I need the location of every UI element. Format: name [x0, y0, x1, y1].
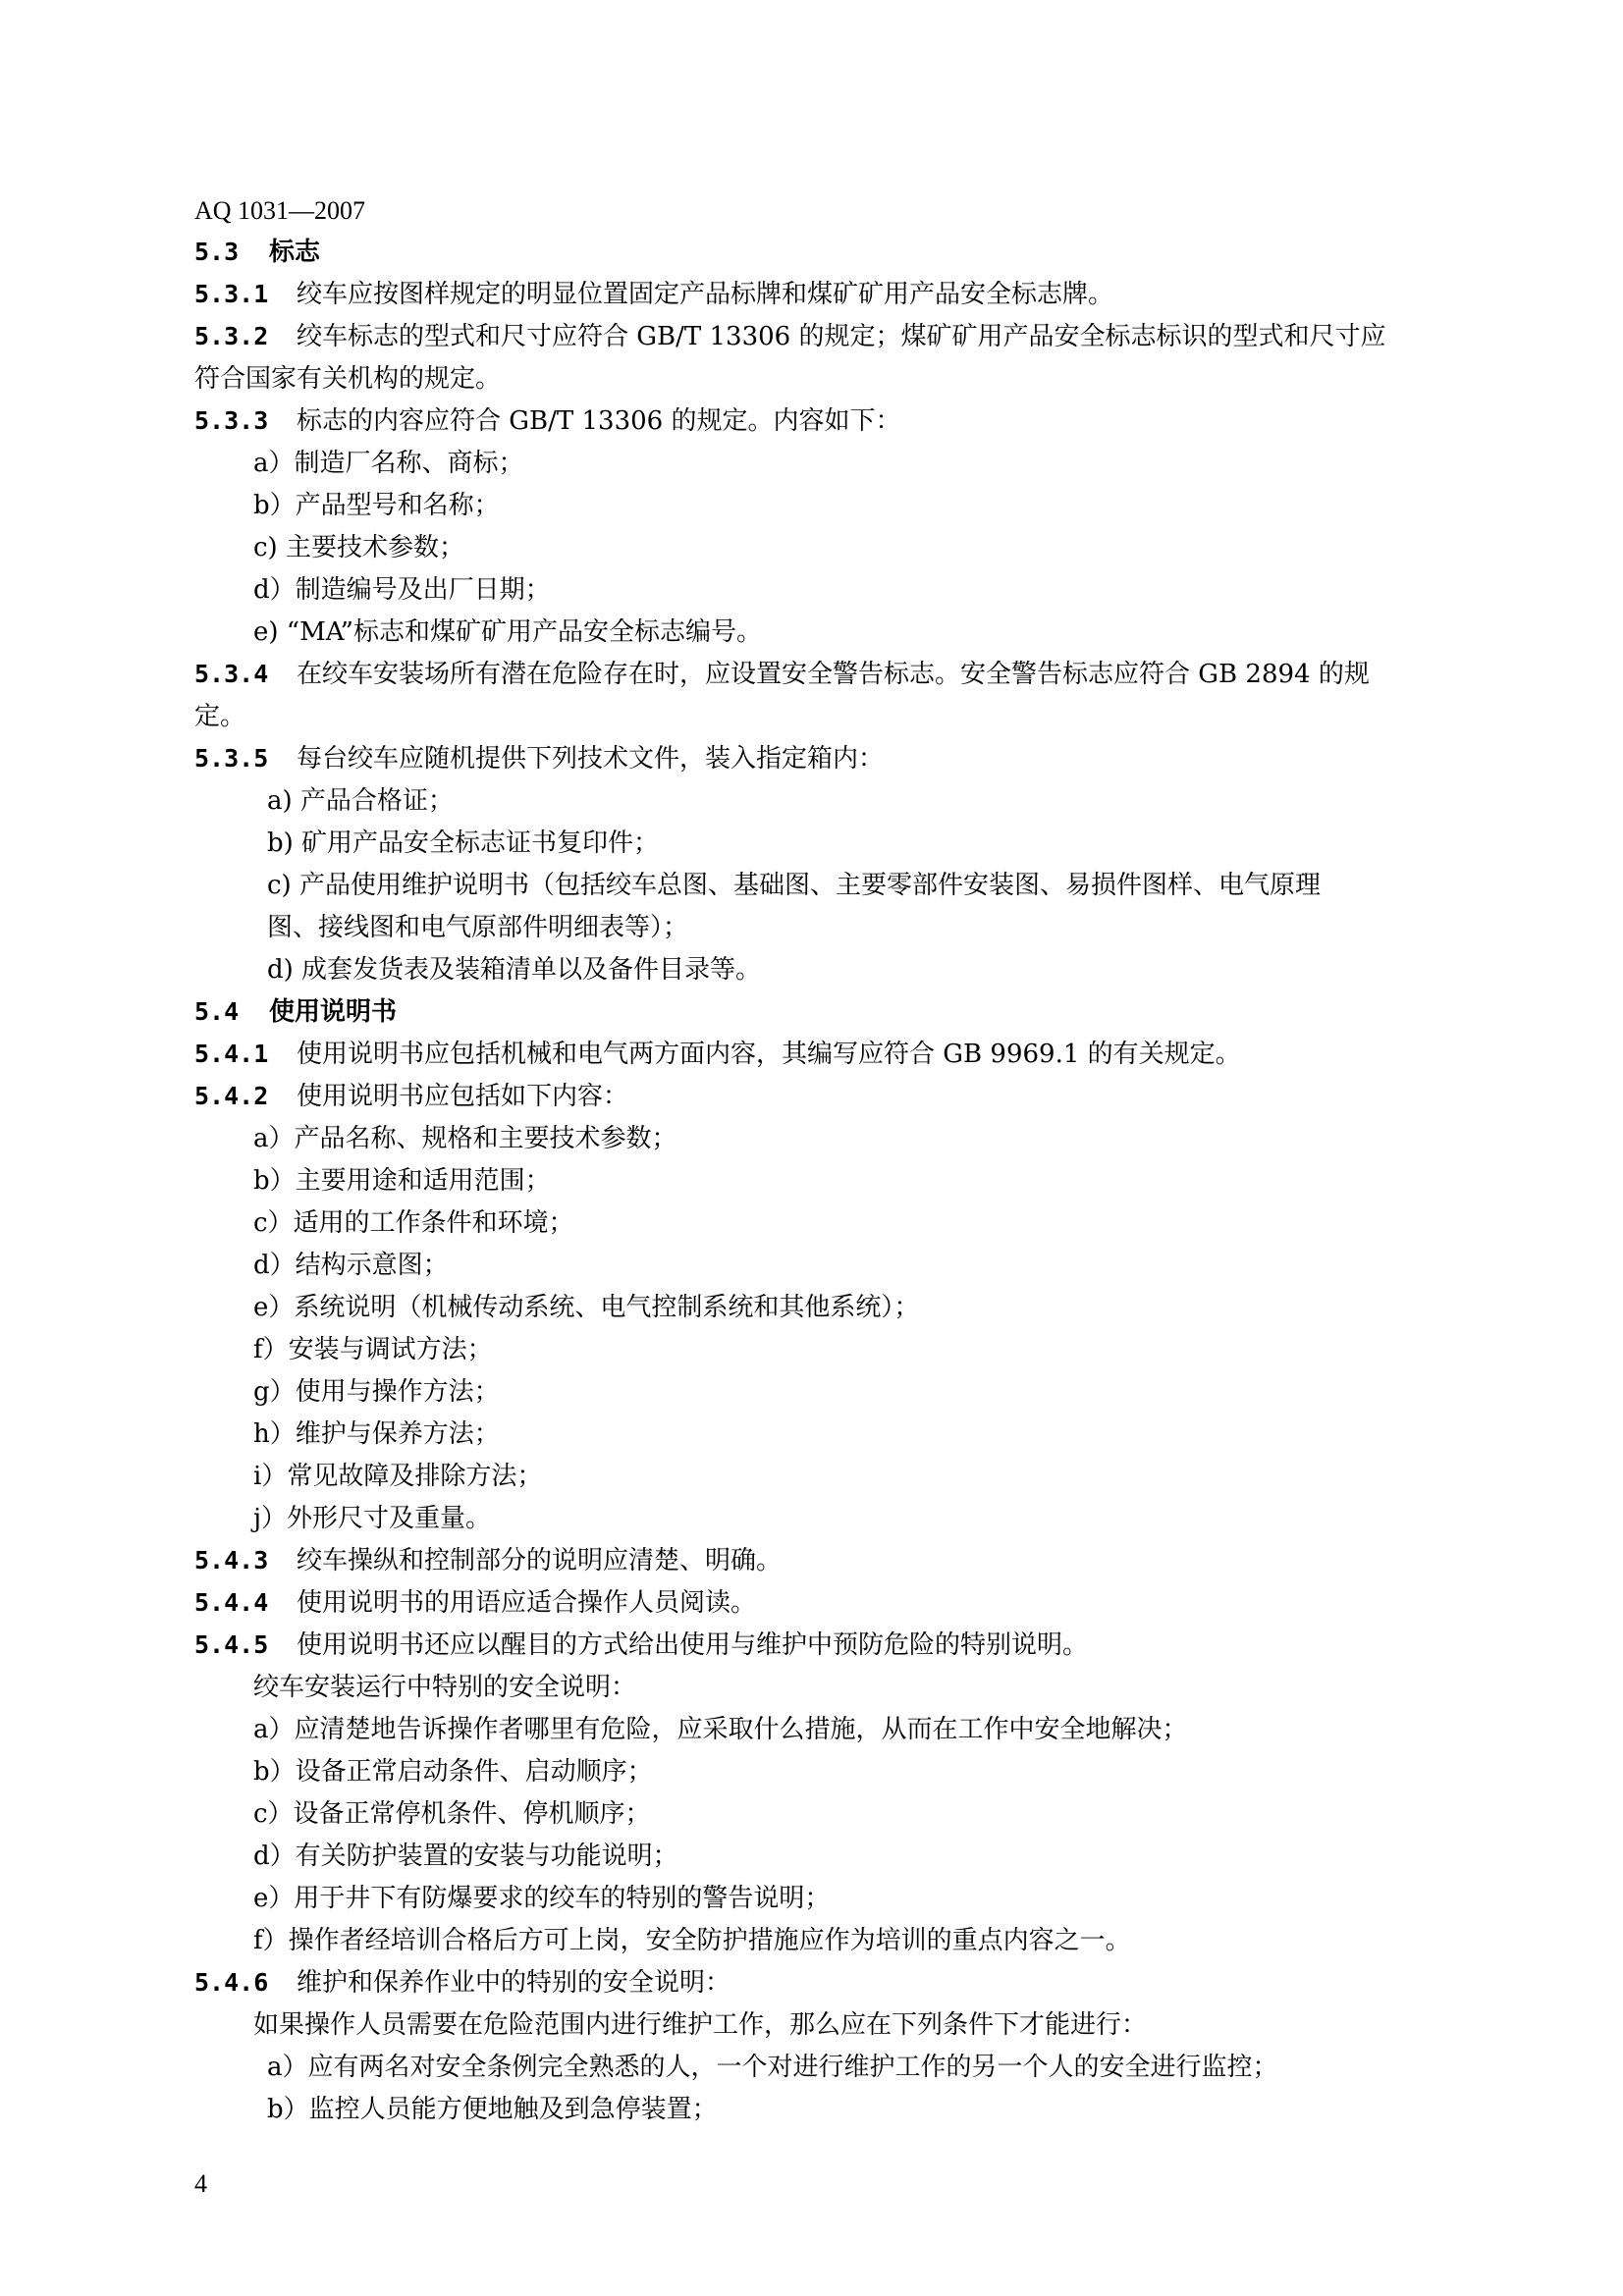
list-item: b）产品型号和名称；: [253, 491, 500, 520]
clause-number: 5.3.2: [194, 322, 269, 350]
list-item: b）监控人员能方便地触及到急停装置；: [267, 2095, 718, 2124]
clause-5-4-6: [194, 1968, 730, 1998]
clause-number: 5.3.5: [194, 744, 269, 773]
list-item: c）设备正常停机条件、停机顺序；: [253, 1799, 651, 1829]
clause-text: 使用说明书应包括机械和电气两方面内容，其编写应符合 GB 9969.1 的有关规定。: [297, 1040, 1241, 1069]
list-item: e）系统说明（机械传动系统、电气控制系统和其他系统）；: [253, 1293, 920, 1322]
list-item: h）维护与保养方法；: [253, 1419, 500, 1449]
clause-number: 5.4.4: [194, 1588, 269, 1617]
list-item: b）主要用途和适用范围；: [253, 1166, 551, 1196]
list-item: a) 产品合格证；: [267, 786, 454, 816]
clause-text: 绞车操纵和控制部分的说明应清楚、明确。: [297, 1546, 783, 1575]
list-item: c）适用的工作条件和环境；: [253, 1208, 574, 1238]
clause-number: 5.4.1: [194, 1040, 269, 1068]
list-item: c) 主要技术参数；: [253, 533, 464, 562]
clause-number: 5.3.3: [194, 406, 269, 435]
clause-number: 5.4.6: [194, 1968, 269, 1997]
list-item: a）制造厂名称、商标；: [253, 449, 524, 478]
list-item: a）应有两名对安全条例完全熟悉的人，一个对进行维护工作的另一个人的安全进行监控；: [267, 2053, 1278, 2082]
list-item: a）应清楚地告诉操作者哪里有危险，应采取什么措施，从而在工作中安全地解决；: [253, 1715, 1188, 1744]
clause-5-4-4: [194, 1588, 756, 1618]
section-heading-5-4: [194, 997, 397, 1027]
clause-text: 绞车应按图样规定的明显位置固定产品标牌和煤矿矿用产品安全标志牌。: [297, 280, 1114, 309]
clause-text: 使用说明书的用语应适合操作人员阅读。: [297, 1588, 757, 1618]
clause-number: 5.4.3: [194, 1546, 269, 1575]
section-number: 5.4: [194, 997, 240, 1026]
clause-intro: 如果操作人员需要在危险范围内进行维护工作，那么应在下列条件下才能进行：: [253, 2010, 1148, 2040]
section-title: 标志: [269, 238, 321, 267]
list-item: d）制造编号及出厂日期；: [253, 575, 551, 605]
clause-number: 5.3.4: [194, 660, 269, 688]
clause-5-3-1: [194, 280, 1113, 309]
section-title: 使用说明书: [269, 997, 398, 1027]
section-number: 5.3: [194, 238, 240, 266]
list-item-continuation: 图、接线图和电气原部件明细表等）；: [267, 913, 689, 942]
list-item: c) 产品使用维护说明书（包括绞车总图、基础图、主要零部件安装图、易损件图样、电气原理: [267, 871, 1321, 900]
list-item: j）外形尺寸及重量。: [253, 1504, 492, 1533]
clause-text: 在绞车安装场所有潜在危险存在时，应设置安全警告标志。安全警告标志应符合 GB 2894 的规: [297, 660, 1370, 689]
clause-text: 使用说明书还应以醒目的方式给出使用与维护中预防危险的特别说明。: [297, 1630, 1089, 1660]
list-item: e）用于井下有防爆要求的绞车的特别的警告说明；: [253, 1884, 831, 1913]
list-item: f）操作者经培训合格后方可上岗，安全防护措施应作为培训的重点内容之一。: [253, 1926, 1131, 1955]
clause-5-4-5: [194, 1630, 1088, 1660]
clause-text: 标志的内容应符合 GB/T 13306 的规定。内容如下：: [297, 406, 901, 436]
clause-continuation: 定。: [194, 702, 246, 731]
list-item: d）结构示意图；: [253, 1251, 449, 1280]
clause-number: 5.4.2: [194, 1082, 269, 1110]
standard-code: AQ 1031—2007: [194, 196, 366, 225]
clause-5-4-3: [194, 1546, 782, 1575]
clause-5-4-1: [194, 1040, 1241, 1069]
clause-5-4-2: [194, 1082, 628, 1111]
clause-intro: 绞车安装运行中特别的安全说明：: [253, 1673, 637, 1702]
clause-continuation: 符合国家有关机构的规定。: [194, 364, 502, 394]
list-item: a）产品名称、规格和主要技术参数；: [253, 1124, 677, 1153]
clause-number: 5.4.5: [194, 1630, 269, 1659]
section-heading-5-3: [194, 238, 320, 267]
clause-5-3-2: [194, 322, 1385, 351]
list-item: i）常见故障及排除方法；: [253, 1462, 543, 1491]
list-item: e) “MA”标志和煤矿矿用产品安全标志编号。: [253, 617, 762, 647]
clause-number: 5.3.1: [194, 280, 269, 308]
list-item: f）安装与调试方法；: [253, 1335, 493, 1364]
list-item: d) 成套发货表及装箱清单以及备件目录等。: [267, 955, 762, 985]
clause-text: 绞车标志的型式和尺寸应符合 GB/T 13306 的规定；煤矿矿用产品安全标志标识的型式和尺寸应: [297, 322, 1386, 351]
list-item: d）有关防护装置的安装与功能说明；: [253, 1842, 678, 1871]
clause-5-3-5: [194, 744, 884, 774]
list-item: b）设备正常启动条件、启动顺序；: [253, 1757, 653, 1787]
clause-5-3-3: [194, 406, 900, 436]
clause-text: 维护和保养作业中的特别的安全说明：: [297, 1968, 731, 1998]
clause-text: 使用说明书应包括如下内容：: [297, 1082, 629, 1111]
list-item: b) 矿用产品安全标志证书复印件；: [267, 828, 660, 858]
page-number: 4: [194, 2169, 207, 2198]
clause-text: 每台绞车应随机提供下列技术文件，装入指定箱内：: [297, 744, 885, 774]
clause-5-3-4: [194, 660, 1370, 689]
list-item: g）使用与操作方法；: [253, 1377, 500, 1407]
